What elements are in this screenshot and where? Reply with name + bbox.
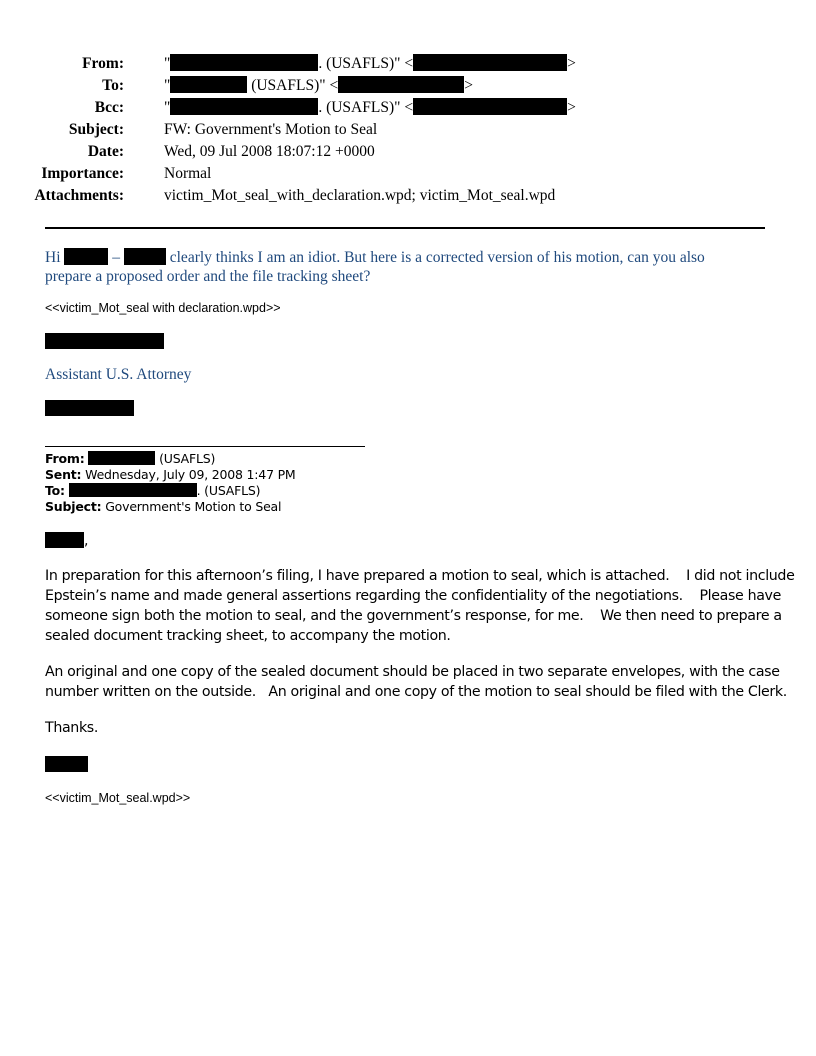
header-from-row: From: " . (USAFLS)" < > — [0, 53, 780, 75]
fwd-subject-value: Government's Motion to Seal — [105, 499, 282, 514]
fwd-to-label: To: — [45, 483, 65, 498]
redacted-name — [69, 483, 197, 497]
fwd-from-row — [45, 451, 296, 467]
redacted-sender-signature — [45, 756, 88, 772]
redacted-name — [124, 248, 166, 265]
date-value: Wed, 09 Jul 2008 18:07:12 +0000 — [164, 143, 375, 160]
from-label: From: — [82, 55, 124, 72]
date-label: Date: — [87, 143, 124, 160]
subject-label: Subject: — [68, 121, 124, 138]
redacted-email — [413, 98, 567, 115]
fwd-to-value: . (USAFLS) — [196, 483, 261, 498]
message-paragraph-2: An original and one copy of the sealed document should be placed in two separate envelopes, with the case number written on the outside. An original and one copy of the motion to seal should be filed with the Clerk. — [45, 664, 787, 700]
reply-text-line2: prepare a proposed order and the file tracking sheet? — [45, 268, 371, 285]
signature-title: Assistant U.S. Attorney — [45, 366, 192, 383]
fwd-sent-row — [45, 467, 296, 483]
redacted-name — [170, 76, 247, 93]
to-label: To: — [102, 77, 124, 94]
bcc-value: . (USAFLS)" < — [318, 99, 414, 116]
header-importance-row — [0, 163, 780, 185]
redacted-signature-contact — [45, 400, 134, 416]
header-to-row: To: " (USAFLS)" < > — [0, 75, 780, 97]
message-paragraph-1: In preparation for this afternoon’s filing, I have prepared a motion to seal, which is attached. I did not include Epstein’s name and made general assertions regarding the confidentiality of the negotiations. Please have someone sign both the motion to seal, and the government’s response, for me. We then need to prepare a sealed document tracking sheet, to accompany the motion. — [45, 568, 795, 644]
attachments-value: victim_Mot_seal_with_declaration.wpd; victim_Mot_seal.wpd — [164, 187, 556, 204]
attachment-reference-1[interactable]: <<victim_Mot_seal with declaration.wpd>> — [45, 301, 281, 315]
fwd-from-label: From: — [45, 451, 85, 466]
importance-label: Importance: — [41, 165, 124, 182]
redacted-email — [413, 54, 567, 71]
to-value: (USAFLS)" < — [251, 77, 339, 94]
redacted-name — [170, 54, 318, 71]
reply-dash: – — [112, 249, 120, 266]
from-value: . (USAFLS)" < — [318, 55, 414, 72]
redacted-signature-name — [45, 333, 164, 349]
fwd-from-value: (USAFLS) — [159, 451, 216, 466]
fwd-sent-value: Wednesday, July 09, 2008 1:47 PM — [85, 467, 296, 482]
message-greeting: , — [45, 532, 88, 549]
forward-divider — [45, 446, 365, 447]
fwd-subject-label: Subject: — [45, 499, 102, 514]
redacted-name — [170, 98, 318, 115]
message-closing: Thanks. — [45, 720, 99, 736]
email-header — [0, 53, 780, 207]
forwarded-header — [45, 451, 296, 515]
attachments-label: Attachments: — [34, 187, 124, 204]
redacted-email — [338, 76, 464, 93]
fwd-sent-label: Sent: — [45, 467, 82, 482]
redacted-name — [64, 248, 108, 265]
fwd-subject-row — [45, 499, 296, 515]
header-date-row — [0, 141, 780, 163]
header-bcc-row: Bcc: " . (USAFLS)" < > — [0, 97, 780, 119]
header-divider — [45, 227, 765, 229]
redacted-name — [88, 451, 155, 465]
bcc-label: Bcc: — [94, 99, 124, 116]
fwd-to-row — [45, 483, 296, 499]
redacted-name — [45, 532, 84, 548]
reply-paragraph — [45, 248, 767, 286]
importance-value: Normal — [164, 165, 212, 182]
header-subject-row — [0, 119, 780, 141]
attachment-reference-2[interactable]: <<victim_Mot_seal.wpd>> — [45, 791, 191, 805]
reply-greeting: Hi — [45, 249, 61, 266]
header-attachments-row — [0, 185, 780, 207]
subject-value: FW: Government's Motion to Seal — [164, 121, 378, 138]
reply-text-line1: clearly thinks I am an idiot. But here is a corrected version of his motion, can you also — [169, 249, 705, 266]
